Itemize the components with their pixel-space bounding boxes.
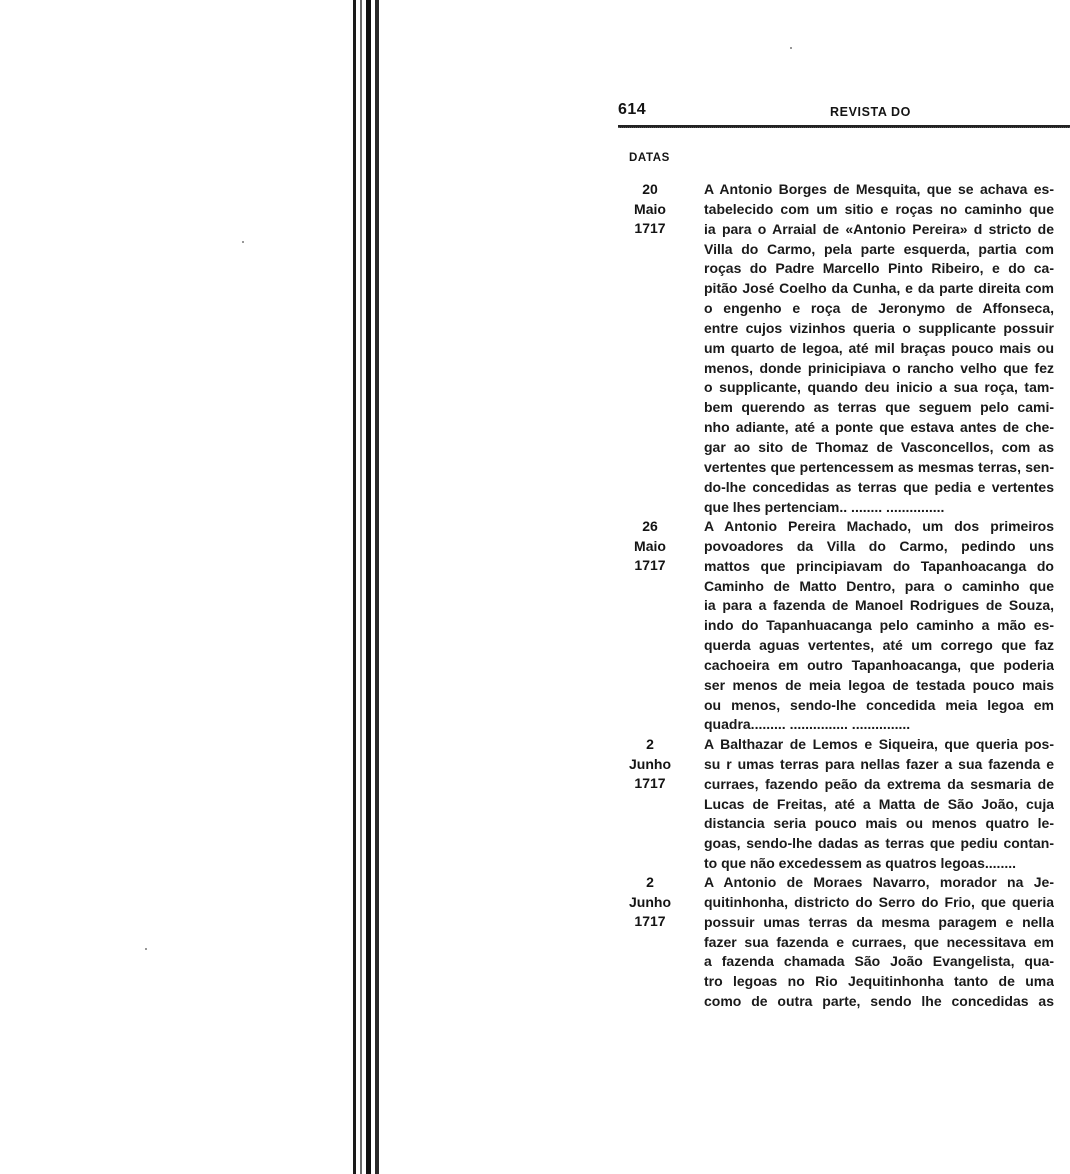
text-line: ia para a fazenda de Manoel Rodrigues de Souza, xyxy=(704,597,1054,614)
text-line: goas, sendo-lhe dadas as terras que pediu contan- xyxy=(704,835,1054,852)
text-line: Villa do Carmo, pela parte esquerda, partia com xyxy=(704,240,1054,257)
text-line: curraes, fazendo peão da extrema da sesmaria de xyxy=(704,775,1054,792)
text-line: o supplicante, quando deu inicio a sua roça, tam- xyxy=(704,379,1054,396)
entry-text xyxy=(704,517,1054,735)
text-line: Lucas de Freitas, até a Matta de São João, cuja xyxy=(704,795,1054,812)
text-line: ser menos de meia legoa de testada pouco mais xyxy=(704,676,1054,693)
text-line: vertentes que pertencessem as mesmas terras, sen- xyxy=(704,458,1054,475)
text-line: ia para o Arraial de «Antonio Pereira» d stricto de xyxy=(704,220,1054,237)
entry-text xyxy=(704,735,1054,874)
text-line: bem querendo as terras que seguem pelo cami- xyxy=(704,399,1054,416)
date-day: 20 xyxy=(642,181,658,197)
page-number: 614 xyxy=(618,101,647,118)
text-line: A Antonio Borges de Mesquita, que se achava es- xyxy=(704,181,1054,197)
date-month: Maio xyxy=(634,537,666,554)
text-line: quitinhonha, districto do Serro do Frio, que queria xyxy=(704,893,1054,910)
text-line: que lhes pertenciam.. ........ ............... xyxy=(704,498,945,515)
entry-date xyxy=(600,517,700,576)
text-line: ou menos, sendo-lhe concedida meia legoa em xyxy=(704,696,1054,713)
date-day: 2 xyxy=(646,736,654,752)
date-month: Junho xyxy=(629,893,671,910)
text-line: tabelecido com um sitio e roças no caminho que xyxy=(704,200,1054,217)
date-year: 1717 xyxy=(634,775,666,791)
text-line: entre cujos vizinhos queria o supplicante possuir xyxy=(704,319,1054,336)
binding-gutter-line xyxy=(366,0,371,1174)
date-year: 1717 xyxy=(634,220,666,236)
binding-gutter-line xyxy=(375,0,379,1174)
text-line: su r umas terras para nellas fazer a sua fazenda e xyxy=(704,755,1054,772)
entry-date xyxy=(600,873,700,932)
text-line: cachoeira em outro Tapanhoacanga, que poderia xyxy=(704,656,1054,673)
entry-text xyxy=(704,873,1054,1012)
date-day: 2 xyxy=(646,874,654,890)
entry-date xyxy=(600,180,700,239)
entry-date xyxy=(600,735,700,794)
date-year: 1717 xyxy=(634,557,666,573)
text-line: roças do Padre Marcello Pinto Ribeiro, e do ca- xyxy=(704,260,1054,277)
scan-speck xyxy=(145,948,147,950)
text-line: nho adiante, até a ponte que estava antes de che- xyxy=(704,419,1054,436)
text-line: A Balthazar de Lemos e Siqueira, que queria pos- xyxy=(704,736,1054,752)
text-line: mattos que principiavam do Tapanhoacanga do xyxy=(704,557,1054,574)
entry-text xyxy=(704,180,1054,517)
scan-speck xyxy=(242,241,244,243)
text-line: gar ao sito de Thomaz de Vasconcellos, com as xyxy=(704,438,1054,455)
text-line: o engenho e roça de Jeronymo de Affonseca, xyxy=(704,300,1054,317)
text-line: querda aguas vertentes, até um corrego que faz xyxy=(704,637,1054,654)
text-line: distancia seria pouco mais ou menos quatro le- xyxy=(704,815,1054,832)
text-line: menos, donde prinicipiava o rancho velho que fez xyxy=(704,359,1054,376)
text-line: Caminho de Matto Dentro, para o caminho que xyxy=(704,577,1054,594)
scan-speck xyxy=(790,47,792,49)
binding-gutter-line xyxy=(353,0,356,1174)
binding-gutter-line xyxy=(360,0,362,1174)
text-line: um quarto de legoa, até mil braças pouco mais ou xyxy=(704,339,1054,356)
text-line: possuir umas terras da mesma paragem e nella xyxy=(704,913,1054,930)
text-line: como de outra parte, sendo lhe concedidas as xyxy=(704,993,1054,1010)
text-line: fazer sua fazenda e curraes, que necessitava em xyxy=(704,933,1054,950)
text-line: quadra......... ............... ............... xyxy=(704,716,911,733)
date-day: 26 xyxy=(642,518,658,534)
date-month: Junho xyxy=(629,755,671,772)
dates-column-heading: DATAS xyxy=(629,152,670,164)
header-rule xyxy=(618,125,1070,128)
text-line: tro legoas no Rio Jequitinhonha tanto de uma xyxy=(704,973,1054,990)
text-line: A Antonio Pereira Machado, um dos primeiros xyxy=(704,518,1054,534)
date-month: Maio xyxy=(634,200,666,217)
running-title: REVISTA DO xyxy=(830,105,912,119)
text-line: to que não excedessem as quatros legoas........ xyxy=(704,855,1016,872)
page-header xyxy=(618,101,1068,123)
text-line: do-lhe concedidas as terras que pedia e vertentes xyxy=(704,478,1054,495)
text-line: A Antonio de Moraes Navarro, morador na Je- xyxy=(704,874,1054,890)
text-line: povoadores da Villa do Carmo, pedindo uns xyxy=(704,537,1054,554)
text-line: pitão José Coelho da Cunha, e da parte direita com xyxy=(704,280,1054,297)
text-line: indo do Tapanhuacanga pelo caminho a mão es- xyxy=(704,617,1054,634)
date-year: 1717 xyxy=(634,913,666,929)
text-line: a fazenda chamada São João Evangelista, qua- xyxy=(704,953,1054,970)
